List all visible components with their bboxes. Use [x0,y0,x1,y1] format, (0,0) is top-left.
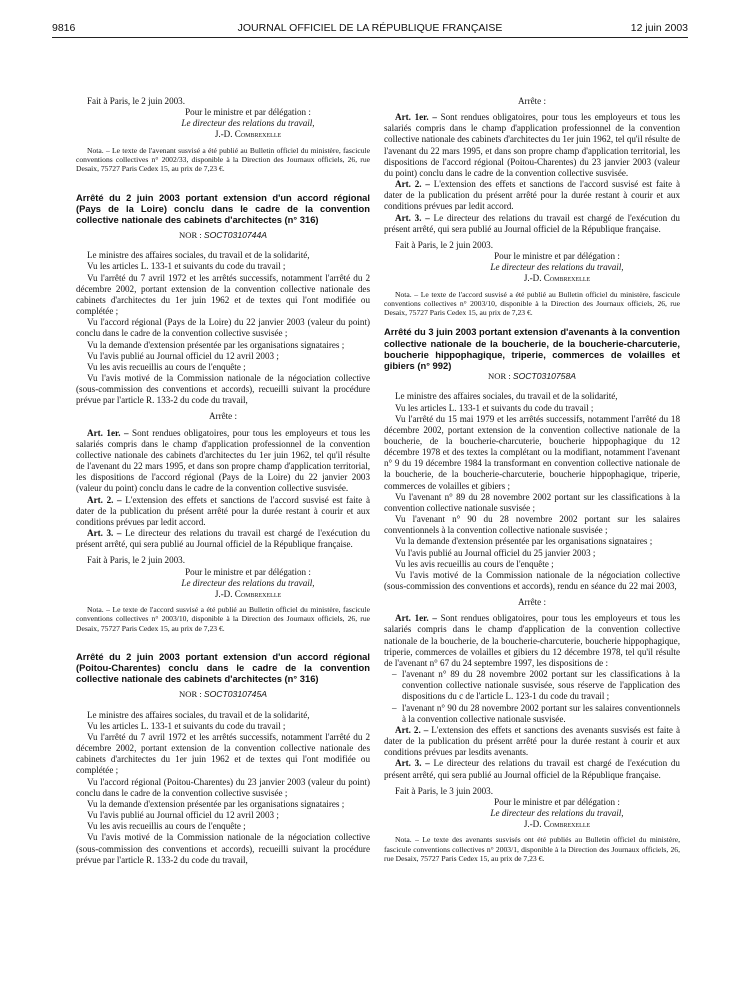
a2-p2: Vu l'arrêté du 7 avril 1972 et les arrêtés successifs, notamment l'arrêté du 2 décembre 2002, portant extension de la convention collective nationale des cabinets d'architectes du 1er juin 1962 et de textes qui l'ont modifiée ou complétée ; [76,731,370,776]
left-column [76,96,370,866]
a3-art3: Art. 3. – Le directeur des relations du travail est chargé de l'exécution du présent arrêté, qui sera publié au Journal officiel de la République française. [384,758,680,780]
a2-arrete: Arrête : [517,96,547,106]
issue-date: 12 juin 2003 [630,22,688,34]
intro-fait: Fait à Paris, le 2 juin 2003. [87,96,186,106]
nota-2: Nota. – Le texte de l'accord susvisé a été publié au Bulletin officiel du ministère, fascicule conventions collectives n° 2003/10, disponible à la Direction des Journaux officiels, 26, rue Desaix, 75727 Paris Cedex 15, au prix de 7,23 €. [76,604,370,633]
arrete-1-nor: NOR : SOCT0310744A [179,230,267,241]
a1-arrete: Arrête : [208,411,238,422]
a2-signature: Pour le ministre et par délégation : Le directeur des relations du travail, J.-D. Combrexelle [490,251,624,284]
sig-title: Le directeur des relations du travail, [181,118,315,129]
a3-signature: Pour le ministre et par délégation : Le directeur des relations du travail, J.-D. Combrexelle [490,796,624,830]
a3-p7: Vu les avis recueillis au cours de l'enquête ; [395,558,554,569]
a3-p0: Le ministre des affaires sociales, du travail et de la solidarité, [395,391,618,402]
sig-line: Pour le ministre et par délégation : [185,107,311,118]
nota-1: Nota. – Le texte de l'avenant susvisé a été publié au Bulletin officiel du ministère, fascicule conventions collectives n° 2002/33, disponible à la Direction des Journaux officiels, 26, rue Desaix, 75727 Paris Cedex 15, au prix de 7,23 €. [76,145,370,174]
a2-art1: Art. 1er. – Sont rendues obligatoires, pour tous les employeurs et tous les salariés compris dans le champ d'application professionnel de la convention collective nationale des cabinets d'architectes du 1er juin 1962, tel qu'il résulte de l'avenant du 22 mars 1995, et dans son propre champ d'application territorial, les dispositions de l'accord régional (Poitou-Charentes) du 23 janvier 2003 (valeur du point) conclu dans le cadre de la convention collective susvisée. [384,112,681,178]
a2-p6: Vu les avis recueillis au cours de l'enquête ; [87,821,246,832]
a1-p7: Vu l'avis motivé de la Commission nationale de la négociation collective (sous-commission des conventions et accords), recueilli suivant la procédure prévue par l'article R. 133-2 du code du travail, [76,373,370,406]
a2-art3: Art. 3. – Le directeur des relations du travail est chargé de l'exécution du présent arrêté, qui sera publié au Journal officiel de la République française. [384,212,680,234]
sig-name: J.-D. Combrexelle [214,129,282,140]
a3-fait: Fait à Paris, le 3 juin 2003. [395,785,494,796]
a1-p2: Vu l'arrêté du 7 avril 1972 et les arrêtés successifs, notamment l'arrêté du 2 décembre 2002, portant extension de la convention collective nationale des cabinets d'architectes du 1er juin 1962 et de textes qui l'ont modifiée ou complétée ; [76,272,370,317]
arrete-1-title: Arrêté du 2 juin 2003 portant extension d'un accord régional (Pays de la Loire) conclu dans le cadre de la convention collective nationale des cabinets d'architectes (n° 316) [76,191,370,225]
a3-arrete: Arrête : [517,597,547,608]
a1-art1: Art. 1er. – Sont rendues obligatoires, pour tous les employeurs et tous les salariés compris dans le champ d'application professionnel de la convention collective nationale des cabinets d'architectes du 1er juin 1962, tel qu'il résulte de l'avenant du 22 mars 1995, et dans son propre champ d'application territorial, les dispositions de l'accord régional (Pays de la Loire) du 22 janvier 2003 (valeur du point) conclu dans le cadre de la convention collective susvisée. [76,427,370,494]
right-column [384,96,680,863]
a3-p4: Vu l'avenant n° 90 du 28 novembre 2002 portant sur les salaires conventionnels à la convention collective nationale susvisée ; [384,514,680,536]
intro-signature [126,107,370,140]
list-item: – l'avenant n° 90 du 28 novembre 2002 portant sur les salaires conventionnels à la convention collective nationale susvisée. [402,703,680,725]
a3-p1: Vu les articles L. 133-1 et suivants du code du travail ; [395,402,594,413]
page-number: 9816 [52,22,76,34]
a1-p3: Vu l'accord régional (Pays de la Loire) du 22 janvier 2003 (valeur du point) conclu dans le cadre de la convention collective susvisée ; [76,317,370,339]
a1-art3: Art. 3. – Le directeur des relations du travail est chargé de l'exécution du présent arrêté, qui sera publié au Journal officiel de la République française. [76,528,370,550]
a3-art1: Art. 1er. – Sont rendues obligatoires, pour tous les employeurs et tous les salariés compris dans le champ d'application de la convention collective nationale de la boucherie, de la boucherie-charcuterie, boucherie hippophagique, triperie, commerces de volailles et gibiers du 12 décembre 1978, tel qu'il résulte de l'avenant n° 67 du 24 septembre 1997, les dispositions de : [384,613,681,668]
a1-p4: Vu la demande d'extension présentée par les organisations signataires ; [87,339,345,350]
arrete-3-nor: NOR : SOCT0310758A [488,371,576,382]
a3-p2: Vu l'arrêté du 15 mai 1979 et les arrêtés successifs, notamment l'arrêté du 18 décembre 2002, portant extension de la convention collective nationale de la boucherie, de la boucherie-charcuterie, boucherie hippophagique du 12 décembre 1978 et des textes la complétant ou la modifiant, notamment l'avenant n° 9 du 19 décembre 1984 la transformant en convention collective nationale de la boucherie, de la boucherie-charcuterie, boucherie hippophagique, triperie, commerces de volailles et gibiers ; [384,413,680,491]
arrete-2-nor: NOR : SOCT0310745A [179,689,267,700]
a2-p5: Vu l'avis publié au Journal officiel du 12 avril 2003 ; [87,810,279,821]
a2-fait: Fait à Paris, le 2 juin 2003. [395,239,494,250]
list-item: – l'avenant n° 89 du 28 novembre 2002 portant sur les classifications à la convention collective nationale susvisée, sous réserve de l'application des dispositions du c de l'article L. 123-1 du code du travail ; [402,669,680,702]
a1-p6: Vu les avis recueillis au cours de l'enquête ; [87,361,246,372]
a3-p3: Vu l'avenant n° 89 du 28 novembre 2002 portant sur les classifications à la convention collective nationale susvisée ; [384,491,680,513]
page-header [52,22,688,36]
a1-fait: Fait à Paris, le 2 juin 2003. [87,555,186,566]
a3-art1-list [384,669,680,725]
a2-p1: Vu les articles L. 133-1 et suivants du code du travail ; [87,720,286,731]
a2-p3: Vu l'accord régional (Poitou-Charentes) du 23 janvier 2003 (valeur du point) conclu dans le cadre de la convention collective susvisée ; [76,776,370,798]
arrete-3-title: Arrêté du 3 juin 2003 portant extension d'avenants à la convention collective nationale de la boucherie, de la boucherie-charcuterie, boucherie hippophagique, triperie, commerces de volailles et gibiers (n° 992) [384,326,680,371]
a1-p0: Le ministre des affaires sociales, du travail et de la solidarité, [87,250,310,261]
a2-p0: Le ministre des affaires sociales, du travail et de la solidarité, [87,709,310,720]
a1-art2: Art. 2. – L'extension des effets et sanctions de l'accord susvisé est faite à dater de la publication du présent arrêté pour la durée restant à courir et aux conditions prévues par ledit accord. [76,494,370,527]
a3-art2: Art. 2. – L'extension des effets et sanctions des avenants susvisés est faite à dater de la publication du présent arrêté pour la durée restant à courir et aux conditions prévues par lesdits avenants. [384,724,680,758]
a1-p5: Vu l'avis publié au Journal officiel du 12 avril 2003 ; [87,350,279,361]
nota-3: Nota. – Le texte de l'accord susvisé a été publié au Bulletin officiel du ministère, fascicule conventions collectives n° 2003/10, disponible à la Direction des Journaux officiels, 26, rue Desaix, 75727 Paris Cedex 15, au prix de 7,23 €. [384,289,680,318]
nota-4: Nota. – Le texte des avenants susvisés ont été publiés au Bulletin officiel du ministère, fascicule conventions collectives n° 2003/1, disponible à la Direction des Journaux officiels, 26, rue Desaix, 75727 Paris Cedex 15, au prix de 7,23 €. [384,835,680,863]
journal-title: JOURNAL OFFICIEL DE LA RÉPUBLIQUE FRANÇAISE [237,22,503,34]
a2-art2: Art. 2. – L'extension des effets et sanctions de l'accord susvisé est faite à dater de la publication du présent arrêté pour la durée restant à courir et aux conditions prévues par ledit accord. [384,179,680,212]
header-rule [52,37,688,38]
a2-p7: Vu l'avis motivé de la Commission nationale de la négociation collective (sous-commission des conventions et accords), recueilli suivant la procédure prévue par l'article R. 133-2 du code du travail, [76,832,370,865]
a3-p5: Vu la demande d'extension présentée par les organisations signataires ; [395,536,653,547]
a1-signature: Pour le ministre et par délégation : Le directeur des relations du travail, J.-D. Combrexelle [181,566,315,599]
a3-p6: Vu l'avis publié au Journal officiel du 25 janvier 2003 ; [395,547,596,558]
a3-p8: Vu l'avis motivé de la Commission nationale de la négociation collective (sous-commission des conventions et accords), rendu en séance du 22 mai 2003, [384,569,680,592]
a1-p1: Vu les articles L. 133-1 et suivants du code du travail ; [87,261,286,272]
arrete-2-title: Arrêté du 2 juin 2003 portant extension d'un accord régional (Poitou-Charentes) conclu dans le cadre de la convention collective nationale des cabinets d'architectes (n° 316) [76,650,370,685]
a2-p4: Vu la demande d'extension présentée par les organisations signataires ; [87,798,345,809]
